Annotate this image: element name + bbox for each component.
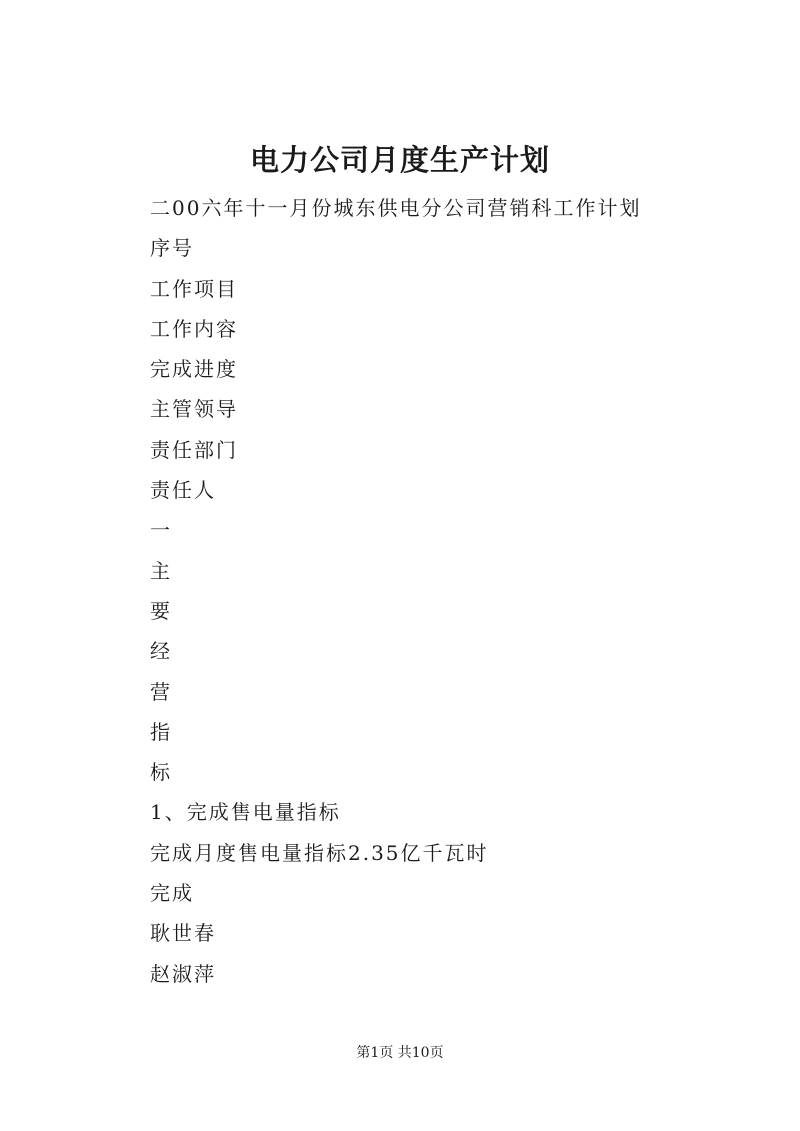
body-line: 完成进度 <box>150 357 238 382</box>
body-line: 营 <box>150 679 172 704</box>
body-line: 经 <box>150 639 172 664</box>
body-line: 工作项目 <box>150 276 238 301</box>
body-line: 主管领导 <box>150 397 238 422</box>
body-line-subtitle: 二00六年十一月份城东供电分公司营销科工作计划 <box>150 196 642 220</box>
body-line: 主 <box>150 558 172 583</box>
body-line: 赵淑萍 <box>150 961 216 986</box>
body-line: 责任部门 <box>150 437 238 462</box>
page-footer: 第1页 共10页 <box>356 1045 444 1061</box>
document-title: 电力公司月度生产计划 <box>249 143 550 177</box>
body-line: 要 <box>150 598 172 623</box>
body-line: 1、完成售电量指标 <box>150 800 341 825</box>
body-line: 序号 <box>150 236 194 261</box>
body-line: 完成月度售电量指标2.35亿千瓦时 <box>150 840 489 865</box>
body-line: 耿世春 <box>150 921 216 946</box>
body-line: 指 <box>150 719 172 744</box>
document-body <box>150 188 710 994</box>
body-line: 完成 <box>150 881 194 906</box>
body-line: 工作内容 <box>150 316 238 341</box>
body-line: 责任人 <box>150 478 216 503</box>
body-line: 一 <box>150 518 172 543</box>
body-line: 标 <box>150 760 172 785</box>
